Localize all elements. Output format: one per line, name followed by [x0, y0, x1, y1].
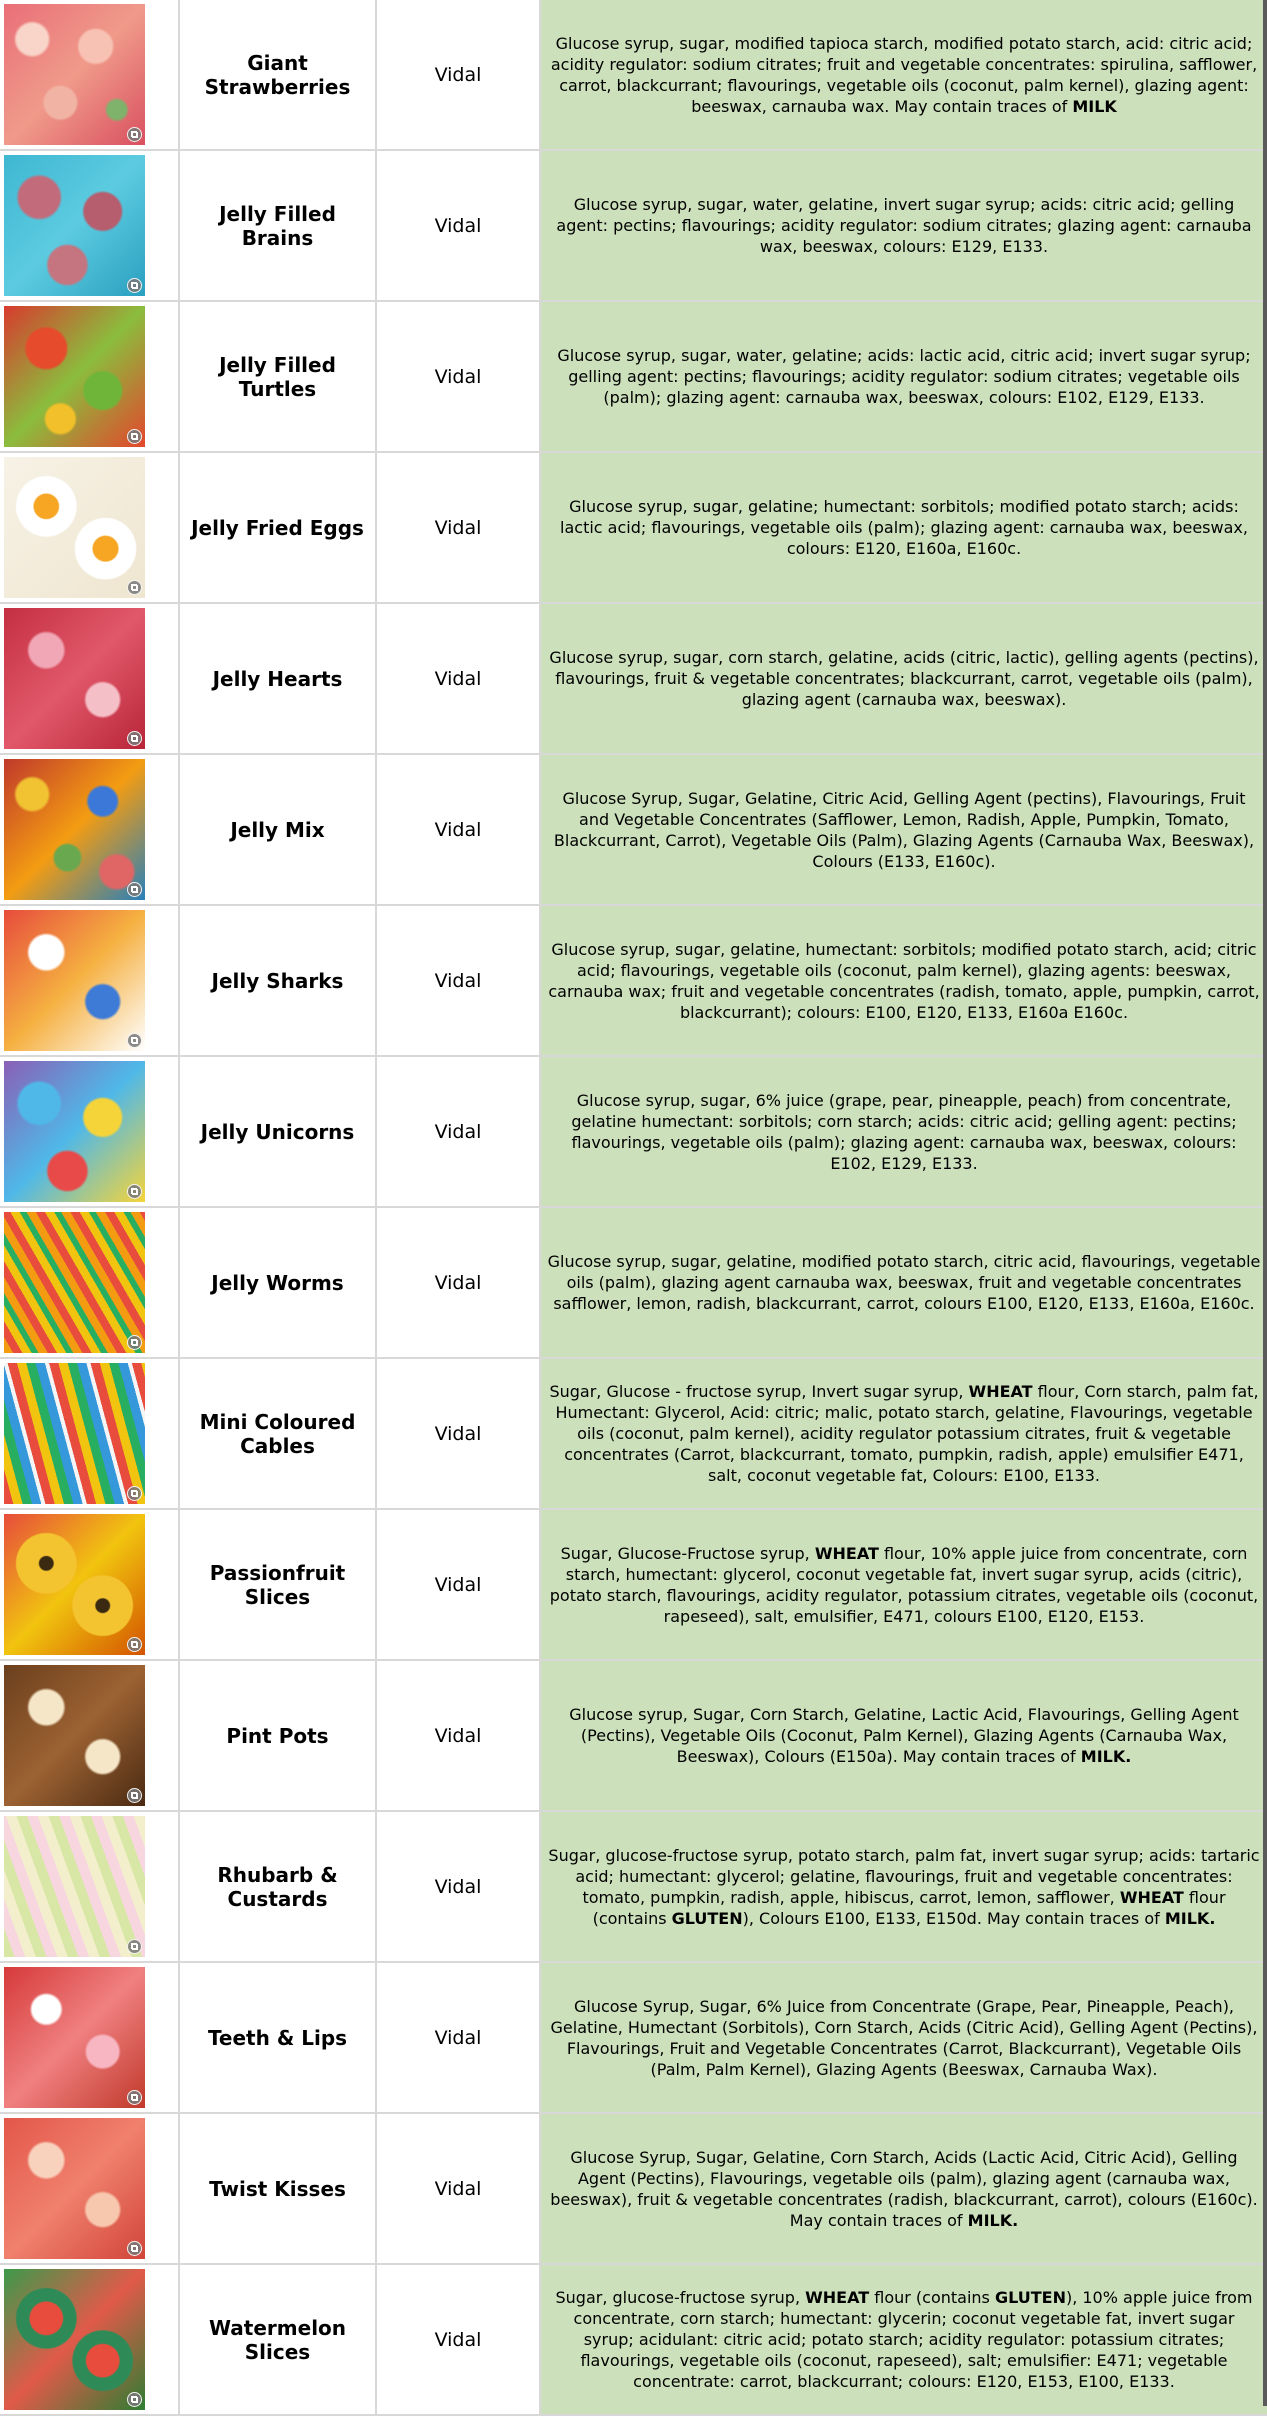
strawberry-sweets-photo[interactable]	[4, 4, 145, 145]
product-name: Pint Pots	[180, 1661, 377, 1810]
product-image-cell	[0, 1510, 180, 1659]
table-row	[0, 1057, 1267, 1208]
allergen-text: WHEAT	[814, 1543, 879, 1563]
ingredient-text: Glucose syrup, sugar, modified tapioca starch, modified potato starch, acid: citric acid; acidity regulator: sodium citrates; fruit and vegetable concentrates: spirulina, safflower, carrot, blackcurrant; flavourings, vegetable oils (coconut, palm kernel), glazing agent: beeswax, carnauba wax. May contain traces of	[550, 33, 1258, 116]
product-brand: Vidal	[377, 1510, 541, 1659]
passionfruit-slices-photo[interactable]	[4, 1514, 145, 1655]
jelly-mix-photo[interactable]	[4, 759, 145, 900]
allergen-text: WHEAT	[968, 1382, 1033, 1401]
product-image-cell	[0, 1057, 180, 1206]
allergen-text: GLUTEN	[671, 1908, 743, 1928]
ingredients-text	[547, 2147, 1261, 2231]
ingredients-text	[547, 345, 1261, 408]
enlarge-icon[interactable]	[127, 127, 142, 142]
jelly-brains-photo[interactable]	[4, 155, 145, 296]
product-image-cell	[0, 1208, 180, 1357]
product-brand: Vidal	[377, 1359, 541, 1508]
watermelon-slices-photo[interactable]	[4, 2269, 145, 2410]
product-name: Twist Kisses	[180, 2114, 377, 2263]
enlarge-icon[interactable]	[127, 2241, 142, 2256]
product-name: Mini Coloured Cables	[180, 1359, 377, 1508]
ingredient-text: Glucose syrup, sugar, gelatine, humectant: sorbitols; modified potato starch, acid; citric acid; flavourings, vegetable oils (coconut, palm kernel), glazing agents: beeswax, carnauba wax; fruit and vegetable concentrates (radish, tomato, apple, pumpkin, carrot, blackcurrant); colours: E100, E120, E133, E160a E160c.	[548, 939, 1260, 1022]
table-row	[0, 1359, 1267, 1510]
product-ingredients	[541, 1359, 1267, 1508]
product-brand: Vidal	[377, 1208, 541, 1357]
jelly-sharks-photo[interactable]	[4, 910, 145, 1051]
enlarge-icon[interactable]	[127, 1033, 142, 1048]
enlarge-icon[interactable]	[127, 429, 142, 444]
enlarge-icon[interactable]	[127, 1335, 142, 1350]
ingredient-text: Glucose syrup, sugar, gelatine; humectant: sorbitols; modified potato starch; acids: lactic acid; flavourings, vegetable oils (palm); glazing agent: carnauba wax, beeswax, colours: E120, E160a, E160c.	[560, 497, 1248, 558]
product-brand: Vidal	[377, 1963, 541, 2112]
ingredients-text	[547, 788, 1261, 872]
jelly-unicorns-photo[interactable]	[4, 1061, 145, 1202]
product-name: Jelly Worms	[180, 1208, 377, 1357]
product-ingredients	[541, 604, 1267, 753]
ingredients-text	[547, 1704, 1261, 1767]
ingredient-text: Glucose syrup, sugar, 6% juice (grape, pear, pineapple, peach) from concentrate, gelatine humectant: sorbitols; corn starch; acids: citric acid; gelling agent: pectins; flavourings, vegetable oils (palm); glazing agent: carnauba wax, beeswax, colours: E102, E129, E133.	[571, 1090, 1237, 1173]
twist-kisses-photo[interactable]	[4, 2118, 145, 2259]
table-row	[0, 151, 1267, 302]
product-name: Jelly Hearts	[180, 604, 377, 753]
ingredient-text: ), 10% apple juice from concentrate, corn starch; humectant: glycerin; coconut vegetable fat, invert sugar syrup; acidulant: citric acid; potato starch; acidity regulator: potassium citrates; flavourings, vegetable oils (coconut, rapeseed), salt; emulsifier: E471; vegetable concentrate: carrot, blackcurrant; colours: E120, E153, E100, E133.	[573, 2288, 1253, 2391]
product-brand: Vidal	[377, 151, 541, 300]
product-brand: Vidal	[377, 302, 541, 451]
product-brand: Vidal	[377, 755, 541, 904]
enlarge-icon[interactable]	[127, 1637, 142, 1652]
product-image-cell	[0, 0, 180, 149]
enlarge-icon[interactable]	[127, 2392, 142, 2407]
product-ingredients	[541, 1963, 1267, 2112]
product-brand: Vidal	[377, 453, 541, 602]
product-name: Jelly Unicorns	[180, 1057, 377, 1206]
rhubarb-custards-photo[interactable]	[4, 1816, 145, 1957]
ingredient-text: Glucose Syrup, Sugar, Gelatine, Citric Acid, Gelling Agent (pectins), Flavourings, Fruit and Vegetable Concentrates (Safflower, Lemon, Radish, Apple, Pumpkin, Tomato, Blackcurrant, Carrot), Vegetable Oils (Palm), Glazing Agents (Carnauba Wax, Beeswax), Colours (E133, E160c).	[553, 788, 1255, 871]
enlarge-icon[interactable]	[127, 278, 142, 293]
ingredient-text: ), Colours E100, E133, E150d. May contain traces of	[742, 1908, 1165, 1928]
ingredients-text	[547, 647, 1261, 710]
enlarge-icon[interactable]	[127, 580, 142, 595]
jelly-hearts-photo[interactable]	[4, 608, 145, 749]
ingredients-text	[547, 1845, 1261, 1929]
table-row	[0, 2114, 1267, 2265]
product-ingredients	[541, 453, 1267, 602]
coloured-cables-photo[interactable]	[4, 1363, 145, 1504]
ingredient-text: flour, 10% apple juice from concentrate, corn starch, humectant: glycerol, coconut vegetable fat, invert sugar syrup, acids (citric), potato starch, flavourings, acidity regulator, potassium citrates, vegetable oils (coconut, rapeseed), salt, emulsifier, E471, colours E100, E120, E153.	[549, 1543, 1259, 1626]
table-row	[0, 302, 1267, 453]
product-name: Jelly Mix	[180, 755, 377, 904]
product-name: Watermelon Slices	[180, 2265, 377, 2414]
product-ingredients	[541, 2265, 1267, 2414]
table-row	[0, 755, 1267, 906]
ingredient-text: Glucose syrup, Sugar, Corn Starch, Gelatine, Lactic Acid, Flavourings, Gelling Agent (Pectins), Vegetable Oils (Coconut, Palm Kernel), Glazing Agents (Carnauba Wax, Beeswax), Colours (E150a). May contain traces of	[569, 1705, 1239, 1766]
table-row	[0, 2265, 1267, 2416]
pint-pots-photo[interactable]	[4, 1665, 145, 1806]
table-row	[0, 1963, 1267, 2114]
enlarge-icon[interactable]	[127, 1486, 142, 1501]
allergen-text: MILK	[1072, 96, 1117, 116]
allergen-text: WHEAT	[805, 2288, 870, 2307]
allergen-text: MILK.	[967, 2210, 1019, 2230]
product-brand: Vidal	[377, 906, 541, 1055]
product-ingredients	[541, 1208, 1267, 1357]
product-brand: Vidal	[377, 2114, 541, 2263]
product-image-cell	[0, 453, 180, 602]
table-row	[0, 1661, 1267, 1812]
product-name: Teeth & Lips	[180, 1963, 377, 2112]
ingredient-text: Glucose Syrup, Sugar, Gelatine, Corn Starch, Acids (Lactic Acid, Citric Acid), Gelling Agent (Pectins), Flavourings, vegetable oils (palm), glazing agent (carnauba wax, beeswax), fruit & vegetable concentrates (radish, blackcurrant, carrot), colours (E160c). May contain traces of	[550, 2147, 1258, 2230]
enlarge-icon[interactable]	[127, 2090, 142, 2105]
product-ingredients	[541, 1510, 1267, 1659]
product-ingredients	[541, 2114, 1267, 2263]
ingredient-text: flour (contains	[869, 2288, 995, 2307]
ingredients-text	[547, 1996, 1261, 2080]
product-ingredients	[541, 151, 1267, 300]
product-image-cell	[0, 2114, 180, 2263]
ingredients-text	[547, 194, 1261, 257]
allergen-text: MILK.	[1080, 1747, 1132, 1766]
table-row	[0, 1510, 1267, 1661]
ingredients-text	[547, 496, 1261, 559]
scrollbar[interactable]	[1263, 0, 1267, 2406]
jelly-turtles-photo[interactable]	[4, 306, 145, 447]
product-name: Jelly Filled Brains	[180, 151, 377, 300]
product-name: Jelly Filled Turtles	[180, 302, 377, 451]
ingredient-text: Glucose syrup, sugar, water, gelatine, invert sugar syrup; acids: citric acid; gelling agent: pectins; flavourings; acidity regulator: sodium citrates; glazing agent: carnauba wax, beeswax, colours: E129, E133.	[556, 195, 1252, 256]
teeth-lips-photo[interactable]	[4, 1967, 145, 2108]
ingredients-text	[547, 1543, 1261, 1627]
product-image-cell	[0, 604, 180, 753]
ingredient-text: Glucose syrup, sugar, water, gelatine; acids: lactic acid, citric acid; invert sugar syrup; gelling agent: pectins; flavourings; acidity regulator: sodium citrates; vegetable oils (palm); glazing agent: carnauba wax, beeswax, colours: E102, E129, E133.	[557, 346, 1251, 407]
enlarge-icon[interactable]	[127, 1788, 142, 1803]
ingredient-text: Sugar, Glucose-Fructose syrup,	[560, 1543, 815, 1563]
product-image-cell	[0, 1661, 180, 1810]
product-image-cell	[0, 151, 180, 300]
product-ingredients	[541, 0, 1267, 149]
table-row	[0, 1812, 1267, 1963]
ingredient-text: Glucose Syrup, Sugar, 6% Juice from Concentrate (Grape, Pear, Pineapple, Peach), Gelatine, Humectant (Sorbitols), Corn Starch, Acids (Citric Acid), Gelling Agent (Pectins), Flavourings, Fruit and Vegetable Concentrates (Carrot, Blackcurrant), Vegetable Oils (Palm, Palm Kernel), Glazing Agents (Beeswax, Carnauba Wax).	[550, 1996, 1258, 2079]
ingredients-text	[547, 2287, 1261, 2392]
table-row	[0, 1208, 1267, 1359]
fried-eggs-photo[interactable]	[4, 457, 145, 598]
product-name: Giant Strawberries	[180, 0, 377, 149]
jelly-worms-photo[interactable]	[4, 1212, 145, 1353]
product-brand: Vidal	[377, 604, 541, 753]
enlarge-icon[interactable]	[127, 882, 142, 897]
table-row	[0, 0, 1267, 151]
product-brand: Vidal	[377, 2265, 541, 2414]
enlarge-icon[interactable]	[127, 1939, 142, 1954]
product-image-cell	[0, 755, 180, 904]
ingredient-text: flour, Corn starch, palm fat, Humectant: Glycerol, Acid: citric; malic, potato starch, gelatine, Flavourings, vegetable oils (coconut, palm kernel), acidity regulator potassium citrates, fruit & vegetable concentrates (Carrot, blackcurrant, tomato, pumpkin, radish, apple) emulsifier E471, salt, coconut vegetable fat, Colours: E100, E133.	[555, 1382, 1259, 1485]
product-ingredients	[541, 302, 1267, 451]
table-row	[0, 906, 1267, 1057]
table-row	[0, 604, 1267, 755]
ingredient-text: Sugar, Glucose - fructose syrup, Invert sugar syrup,	[549, 1382, 969, 1401]
allergen-text: MILK.	[1164, 1908, 1216, 1928]
product-ingredients	[541, 755, 1267, 904]
product-ingredients	[541, 1661, 1267, 1810]
ingredients-text	[547, 1381, 1261, 1486]
ingredients-text	[547, 1251, 1261, 1314]
ingredient-text: Sugar, glucose-fructose syrup, potato starch, palm fat, invert sugar syrup; acids: tartaric acid; humectant: glycerol; gelatine, flavourings, fruit and vegetable concentrates: tomato, pumpkin, radish, apple, hibiscus, carrot, lemon, safflower,	[548, 1845, 1260, 1907]
product-brand: Vidal	[377, 0, 541, 149]
product-name: Jelly Sharks	[180, 906, 377, 1055]
product-image-cell	[0, 302, 180, 451]
product-name: Rhubarb & Custards	[180, 1812, 377, 1961]
ingredient-text: flour (contains	[592, 1887, 1226, 1928]
ingredients-text	[547, 33, 1261, 117]
ingredient-text: Sugar, glucose-fructose syrup,	[555, 2288, 806, 2307]
product-brand: Vidal	[377, 1661, 541, 1810]
product-image-cell	[0, 1963, 180, 2112]
product-ingredients	[541, 1812, 1267, 1961]
product-image-cell	[0, 906, 180, 1055]
product-image-cell	[0, 1812, 180, 1961]
ingredient-text: Glucose syrup, sugar, gelatine, modified potato starch, citric acid, flavourings, vegetable oils (palm), glazing agent carnauba wax, beeswax, fruit and vegetable concentrates safflower, lemon, radish, blackcurrant, carrot, colours E100, E120, E133, E160a, E160c.	[547, 1252, 1261, 1313]
product-ingredients	[541, 906, 1267, 1055]
product-ingredients	[541, 1057, 1267, 1206]
product-name: Jelly Fried Eggs	[180, 453, 377, 602]
enlarge-icon[interactable]	[127, 1184, 142, 1199]
enlarge-icon[interactable]	[127, 731, 142, 746]
ingredients-text	[547, 1090, 1261, 1174]
table-row	[0, 453, 1267, 604]
product-name: Passionfruit Slices	[180, 1510, 377, 1659]
product-brand: Vidal	[377, 1057, 541, 1206]
ingredient-text: Glucose syrup, sugar, corn starch, gelatine, acids (citric, lactic), gelling agents (pectins), flavourings, fruit & vegetable concentrates; blackcurrant, carrot, vegetable oils (palm), glazing agent (carnauba wax, beeswax).	[549, 648, 1259, 709]
product-image-cell	[0, 1359, 180, 1508]
ingredients-text	[547, 939, 1261, 1023]
allergen-text: GLUTEN	[994, 2288, 1066, 2307]
product-brand: Vidal	[377, 1812, 541, 1961]
allergen-text: WHEAT	[1119, 1887, 1184, 1907]
product-image-cell	[0, 2265, 180, 2414]
